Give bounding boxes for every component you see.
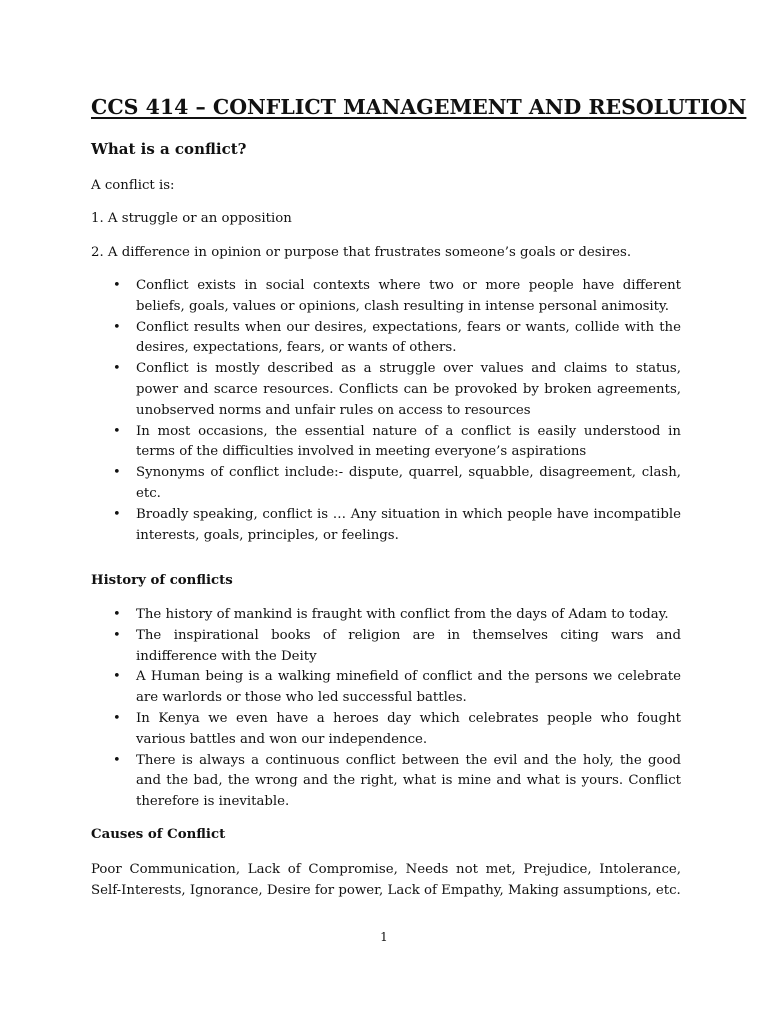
list-item-text: The history of mankind is fraught with conflict from the days of Adam to today. bbox=[136, 607, 669, 622]
conflict-intro: A conflict is: bbox=[91, 178, 175, 193]
definition-2: 2. A difference in opinion or purpose that frustrates someone’s goals or desires. bbox=[91, 245, 632, 260]
list-item bbox=[91, 359, 681, 421]
list-item-text: In most occasions, the essential nature of a conflict is easily understood in terms of the difficulties involved in meeting everyone’s aspirations bbox=[136, 423, 681, 460]
bullet-icon: • bbox=[113, 278, 121, 293]
list-item-text: Broadly speaking, conflict is … Any situation in which people have incompatible interests, goals, principles, or feelings. bbox=[136, 506, 681, 543]
list-item-text: In Kenya we even have a heroes day which celebrates people who fought various battles and won our independence. bbox=[136, 710, 681, 747]
bullet-icon: • bbox=[113, 710, 121, 726]
list-item bbox=[91, 422, 681, 464]
causes-text: Poor Communication, Lack of Compromise, Needs not met, Prejudice, Intolerance, Self-Interests, Ignorance, Desire for power, Lack of Empathy, Making assumptions, etc. bbox=[91, 862, 681, 898]
list-item bbox=[91, 276, 681, 318]
list-item bbox=[91, 626, 681, 668]
title-main-text: CCS 414 – CONFLICT MANAGEMENT AND bbox=[91, 95, 589, 119]
conflict-bullet-list bbox=[91, 276, 681, 546]
bullet-icon: • bbox=[113, 506, 121, 522]
bullet-icon: • bbox=[113, 607, 121, 622]
list-item bbox=[91, 318, 681, 360]
bullet-icon: • bbox=[113, 319, 121, 335]
list-item bbox=[91, 463, 681, 505]
section-heading-causes: Causes of Conflict bbox=[91, 827, 226, 842]
bullet-icon: • bbox=[113, 669, 121, 685]
list-item bbox=[91, 709, 681, 751]
list-item-text: A Human being is a walking minefield of conflict and the persons we celebrate are warlords or those who led successful battles. bbox=[136, 669, 681, 706]
definition-1: 1. A struggle or an opposition bbox=[91, 211, 292, 226]
list-item-text: Synonyms of conflict include:- dispute, quarrel, squabble, disagreement, clash, etc. bbox=[136, 465, 681, 501]
list-item bbox=[91, 667, 681, 709]
page-title bbox=[91, 93, 747, 121]
section-heading-what-is-conflict: What is a conflict? bbox=[91, 140, 247, 158]
list-item bbox=[91, 505, 681, 547]
list-item bbox=[91, 605, 681, 626]
history-bullet-list bbox=[91, 605, 681, 813]
list-item-text: There is always a continuous conflict between the evil and the holy, the good and the bad, the wrong and the right, what is mine and what is yours. Conflict therefore is inevitable. bbox=[136, 752, 681, 810]
list-item-text: Conflict results when our desires, expectations, fears or wants, collide with the desires, expectations, fears, or wants of others. bbox=[136, 319, 681, 356]
bullet-icon: • bbox=[113, 627, 121, 643]
list-item-text: Conflict is mostly described as a struggle over values and claims to status, power and scarce resources. Conflicts can be provoked by broken agreements, unobserved norms and unfair rules on access to resources bbox=[136, 361, 681, 418]
page-number: 1 bbox=[380, 930, 388, 944]
list-item-text: Conflict exists in social contexts where two or more people have different beliefs, goals, values or opinions, clash resulting in intense personal animosity. bbox=[136, 278, 681, 314]
bullet-icon: • bbox=[113, 465, 121, 481]
bullet-icon: • bbox=[113, 361, 121, 377]
section-heading-history: History of conflicts bbox=[91, 573, 233, 588]
list-item-text: The inspirational books of religion are in themselves citing wars and indifference with the Deity bbox=[136, 627, 681, 664]
bullet-icon: • bbox=[113, 752, 121, 768]
bullet-icon: • bbox=[113, 423, 121, 439]
title-last-word: RESOLUTION bbox=[588, 95, 747, 119]
list-item bbox=[91, 751, 681, 813]
